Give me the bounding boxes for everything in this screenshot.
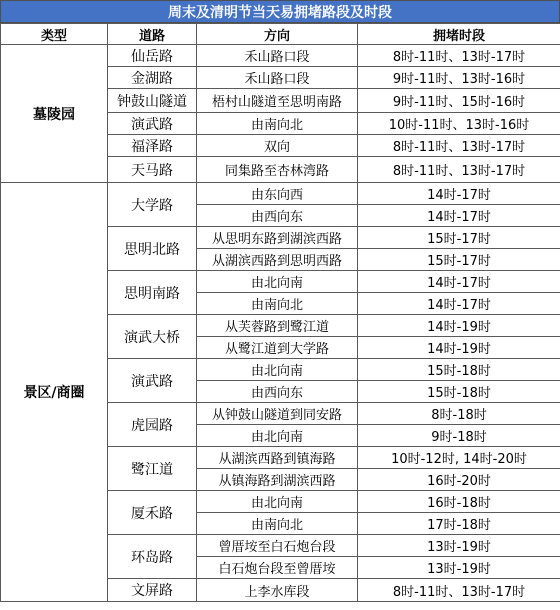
header-type: 类型 (1, 24, 108, 45)
time-cell: 14时-17时 (358, 293, 560, 315)
time-cell: 14时-19时 (358, 337, 560, 359)
type-cell: 墓陵园 (1, 45, 108, 183)
time-cell: 8时-11时、13时-17时 (358, 579, 560, 602)
road-cell: 思明南路 (108, 271, 197, 315)
time-cell: 16时-20时 (358, 469, 560, 491)
table-row (1, 183, 560, 205)
road-cell: 演武路 (108, 113, 197, 135)
time-cell: 15时-17时 (358, 249, 560, 271)
time-cell: 9时-11时、13时-16时 (358, 67, 560, 89)
road-cell: 思明北路 (108, 227, 197, 271)
direction-cell: 由南向北 (197, 513, 358, 535)
time-cell: 13时-19时 (358, 557, 560, 579)
road-cell: 环岛路 (108, 535, 197, 579)
direction-cell: 梧村山隧道至思明南路 (197, 89, 358, 113)
direction-cell: 由东向西 (197, 183, 358, 205)
direction-cell: 由南向北 (197, 113, 358, 135)
header-time: 拥堵时段 (358, 24, 560, 45)
direction-cell: 从镇海路到湖滨西路 (197, 469, 358, 491)
header-direction: 方向 (197, 24, 358, 45)
direction-cell: 曾厝垵至白石炮台段 (197, 535, 358, 557)
time-cell: 15时-18时 (358, 381, 560, 403)
time-cell: 14时-17时 (358, 183, 560, 205)
time-cell: 14时-17时 (358, 271, 560, 293)
congestion-table (0, 23, 560, 602)
direction-cell: 同集路至杏林湾路 (197, 157, 358, 183)
time-cell: 8时-11时、13时-17时 (358, 45, 560, 67)
time-cell: 13时-19时 (358, 535, 560, 557)
time-cell: 9时-18时 (358, 425, 560, 447)
road-cell: 天马路 (108, 157, 197, 183)
time-cell: 14时-17时 (358, 205, 560, 227)
road-cell: 虎园路 (108, 403, 197, 447)
time-cell: 10时-12时, 14时-20时 (358, 447, 560, 469)
direction-cell: 由北向南 (197, 491, 358, 513)
road-cell: 演武路 (108, 359, 197, 403)
direction-cell: 从钟鼓山隧道到同安路 (197, 403, 358, 425)
time-cell: 8时-11时、13时-17时 (358, 135, 560, 157)
direction-cell: 由南向北 (197, 293, 358, 315)
direction-cell: 双向 (197, 135, 358, 157)
direction-cell: 从湖滨西路到镇海路 (197, 447, 358, 469)
direction-cell: 由北向南 (197, 271, 358, 293)
road-cell: 钟鼓山隧道 (108, 89, 197, 113)
direction-cell: 由北向南 (197, 359, 358, 381)
road-cell: 金湖路 (108, 67, 197, 89)
road-cell: 大学路 (108, 183, 197, 227)
direction-cell: 上李水库段 (197, 579, 358, 602)
type-cell: 景区/商圈 (1, 183, 108, 602)
direction-cell: 由西向东 (197, 205, 358, 227)
time-cell: 16时-18时 (358, 491, 560, 513)
time-cell: 14时-19时 (358, 315, 560, 337)
road-cell: 仙岳路 (108, 45, 197, 67)
direction-cell: 白石炮台段至曾厝垵 (197, 557, 358, 579)
time-cell: 9时-11时、15时-16时 (358, 89, 560, 113)
road-cell: 演武大桥 (108, 315, 197, 359)
time-cell: 17时-18时 (358, 513, 560, 535)
direction-cell: 从芙蓉路到鹭江道 (197, 315, 358, 337)
direction-cell: 由北向南 (197, 425, 358, 447)
time-cell: 15时-18时 (358, 359, 560, 381)
header-road: 道路 (108, 24, 197, 45)
road-cell: 福泽路 (108, 135, 197, 157)
direction-cell: 禾山路口段 (197, 67, 358, 89)
table-row (1, 45, 560, 67)
direction-cell: 由西向东 (197, 381, 358, 403)
direction-cell: 从鹭江道到大学路 (197, 337, 358, 359)
direction-cell: 从思明东路到湖滨西路 (197, 227, 358, 249)
road-cell: 文屏路 (108, 579, 197, 602)
road-cell: 鹭江道 (108, 447, 197, 491)
time-cell: 15时-17时 (358, 227, 560, 249)
road-cell: 厦禾路 (108, 491, 197, 535)
table-title: 周末及清明节当天易拥堵路段及时段 (0, 0, 560, 23)
direction-cell: 禾山路口段 (197, 45, 358, 67)
time-cell: 10时-11时、13时-16时 (358, 113, 560, 135)
time-cell: 8时-11时、13时-17时 (358, 157, 560, 183)
time-cell: 8时-18时 (358, 403, 560, 425)
direction-cell: 从湖滨西路到思明西路 (197, 249, 358, 271)
